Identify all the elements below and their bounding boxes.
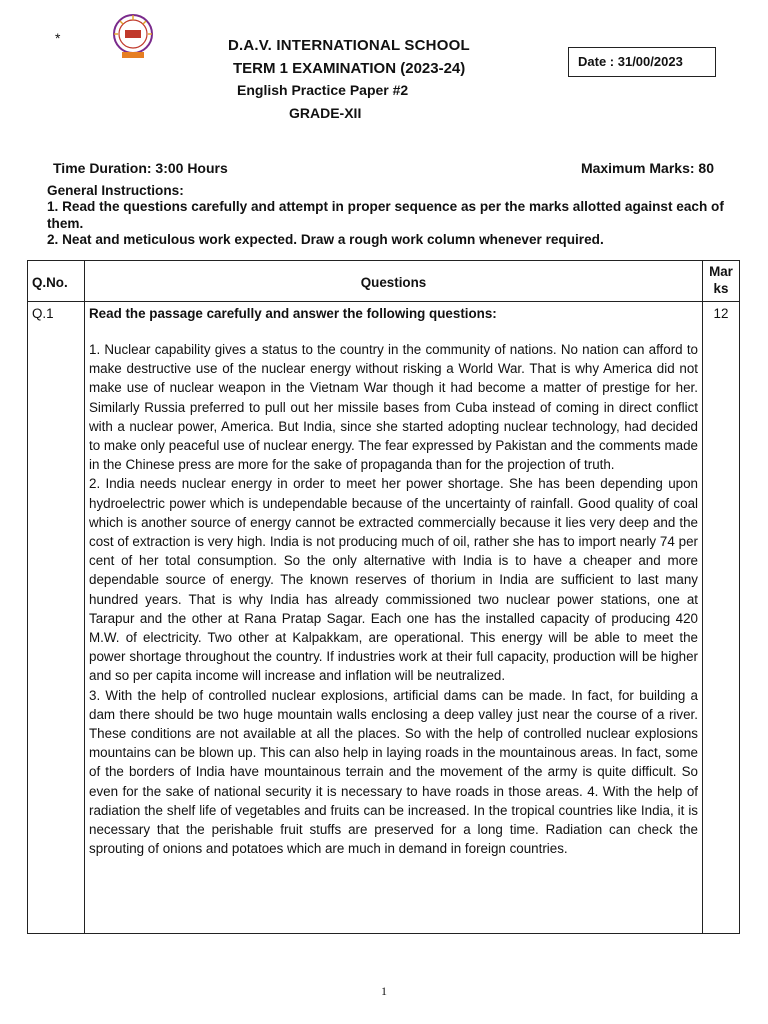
- question-marks: 12: [703, 302, 740, 934]
- question-instruction: Read the passage carefully and answer the following questions:: [89, 306, 497, 321]
- maximum-marks: Maximum Marks: 80: [580, 160, 714, 176]
- asterisk-mark: *: [55, 30, 61, 46]
- paper-title: English Practice Paper #2: [237, 82, 409, 98]
- question-number: Q.1: [28, 302, 85, 934]
- date-box: Date : 31/00/2023: [568, 47, 716, 77]
- header-questions: Questions: [85, 261, 703, 302]
- table-row: [28, 302, 740, 934]
- page-number: 1: [381, 984, 387, 998]
- school-logo: [108, 12, 158, 62]
- question-table: [27, 260, 740, 934]
- passage-paragraph: 2. India needs nuclear energy in order to meet her power shortage. She has been depending upon hydroelectric power which is undependable because of the uncertainty of rainfall. Good quality of coal which is another source of energy cannot be extracted commercially because it lies very deep and the cost of extraction is very high. India is not producing much of oil, rather she has to import nearly 74 per cent of her total consumption. So the only alternative with India is to have a cheaper and more dependable source of energy. The known reserves of thorium in India are sufficient to last many hundred years. That is why India has already commissioned two nuclear power stations, one at Tarapur and the other at Rana Pratap Sagar. Each one has the installed capacity of producing 420 M.W. of electricity. Two other at Kalpakkam, are operational. This energy will be able to meet the power shortage throughout the country. If industries work at their full capacity, production will be higher and so per capita income will increase and inflation will be neutralized.: [89, 476, 698, 684]
- time-duration: Time Duration: 3:00 Hours: [53, 160, 228, 176]
- instructions-title: General Instructions:: [47, 183, 184, 198]
- instruction-item: 1. Read the questions carefully and attempt in proper sequence as per the marks allotted against each of them.: [47, 199, 724, 231]
- general-instructions: [47, 183, 727, 249]
- school-name: D.A.V. INTERNATIONAL SCHOOL: [228, 37, 470, 54]
- passage-paragraph: 1. Nuclear capability gives a status to the country in the community of nations. No nation can afford to make destructive use of the nuclear energy without risking a World War. That is why America did not make use of nuclear weapon in the Vietnam War though it had become a matter of prestige for her. Similarly Russia preferred to pull out her missile bases from Cuba instead of coming in direct conflict with a nuclear power, America. But India, since she started adopting nuclear technology, had decided to make only peaceful use of nuclear energy. The fear expressed by Pakistan and the comments made in the Chinese press are more for the sake of propaganda than for the projection of truth.: [89, 342, 698, 473]
- header-marks: [703, 261, 740, 302]
- passage-paragraph: 3. With the help of controlled nuclear explosions, artificial dams can be made. In fact, for building a dam there should be two huge mountain walls enclosing a deep valley just near the course of a river. These conditions are not available at all the places. So with the help of controlled nuclear explosions mountains can be blown up. This can also help in laying roads in the mountainous areas. In fact, some of the borders of India have mountainous terrain and the movement of the army is quite difficult. So even for the sake of national security it is necessary to have roads in those areas. 4. With the help of radiation the shelf life of vegetables and fruits can be increased. In the tropical countries like India, it is necessary that the perishable fruit stuffs are preserved for a long time. Radiation can check the sprouting of onions and potatoes which are much in demand in foreign countries.: [89, 687, 698, 857]
- exam-title: TERM 1 EXAMINATION (2023-24): [233, 60, 466, 77]
- table-header-row: [28, 261, 740, 302]
- grade-label: GRADE-XII: [289, 105, 362, 121]
- header-qno: Q.No.: [28, 261, 85, 302]
- header-marks-line1: Mar: [709, 264, 733, 279]
- header-marks-line2: ks: [713, 281, 729, 296]
- instruction-item: 2. Neat and meticulous work expected. Draw a rough work column whenever required.: [47, 232, 604, 248]
- question-body: [85, 302, 703, 934]
